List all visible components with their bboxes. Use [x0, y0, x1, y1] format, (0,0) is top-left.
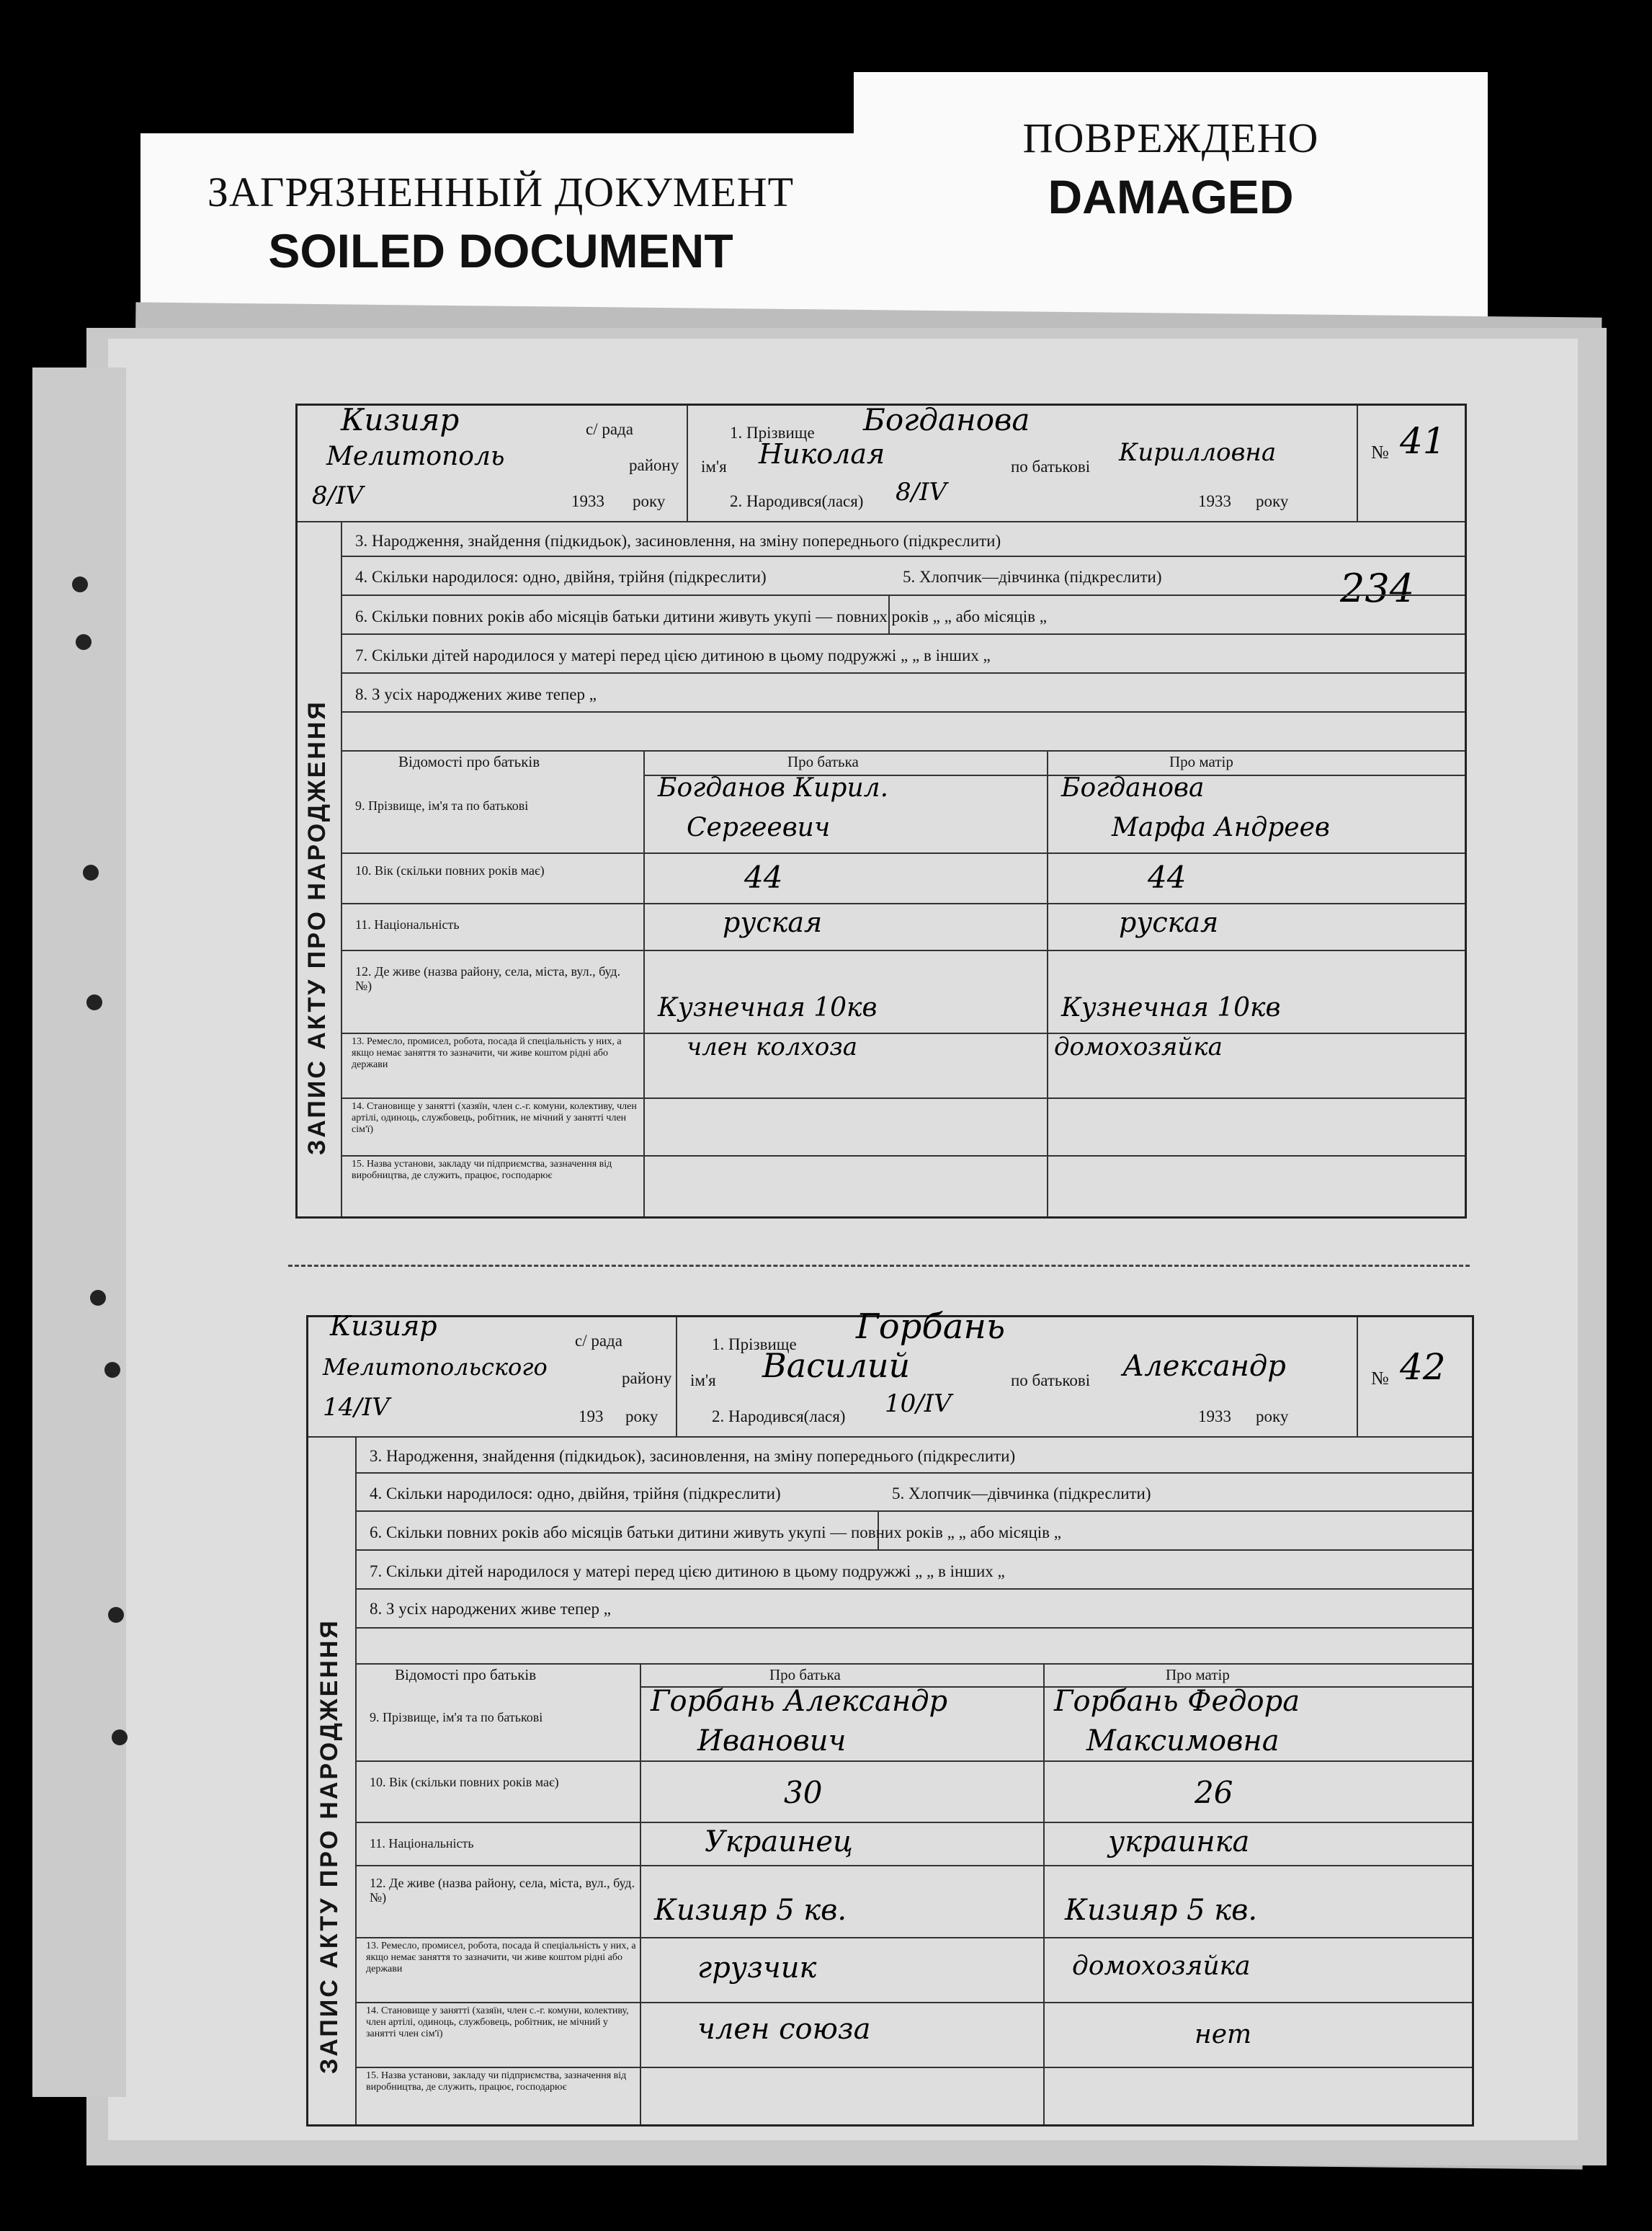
father-nationality: руская [723, 907, 823, 938]
q14-label: 14. Становище у занятті (хазяїн, член с.-г. комуни, колективу, член артілі, одиноць, службовець, робітник, не мічний у занятті член сім'ї) [352, 1101, 637, 1135]
soiled-label-en: SOILED DOCUMENT [268, 224, 733, 277]
damaged-label-en: DAMAGED [1048, 170, 1294, 223]
surname-label: 1. Прізвище [730, 424, 815, 442]
q10-label: 10. Вік (скільки повних років має) [370, 1775, 559, 1789]
binding-hole [90, 1290, 106, 1306]
mother-header: Про матір [1166, 1666, 1230, 1683]
patronymic-value: Кирилловна [1119, 438, 1277, 467]
district-value: Мелитопольского [323, 1353, 548, 1381]
father-name-line2: Сергеевич [687, 813, 831, 842]
father-occupation: член колхоза [687, 1033, 858, 1061]
q8-label: 8. З усіх народжених живе тепер „ [370, 1600, 611, 1618]
q15-label: 15. Назва установи, закладу чи підприємства, зазначення від виробництва, де служить, працює, господарює [366, 2070, 627, 2093]
binding-hole [83, 865, 99, 881]
birth-year-value: 1933 [1198, 492, 1231, 510]
surname-label: 1. Прізвище [712, 1335, 797, 1353]
record-number: 41 [1400, 420, 1446, 462]
registration-year-value: 1933 [571, 492, 604, 510]
q4-label: 4. Скільки народилося: одно, двійня, трійня (підкреслити) [370, 1484, 781, 1502]
mother-name-line2: Максимовна [1086, 1724, 1280, 1758]
village-value: Кизияр [341, 402, 460, 437]
patronymic-label: по батькові [1011, 1371, 1091, 1389]
father-address: Кизияр 5 кв. [654, 1894, 847, 1927]
name-value: Василий [762, 1346, 911, 1385]
record-number: 42 [1400, 1346, 1446, 1388]
father-nationality: Украинец [705, 1825, 853, 1858]
q6-label: 6. Скільки повних років або місяців батьки дитини живуть укупі — повних років „ „ або місяців „ [355, 607, 1047, 625]
birth-record-41 [295, 404, 1467, 1219]
rada-label: с/ рада [586, 420, 633, 438]
mother-age: 44 [1148, 860, 1187, 895]
father-age: 44 [744, 860, 783, 895]
father-occupation: грузчик [697, 1951, 817, 1985]
name-label: ім'я [701, 458, 727, 476]
father-header: Про батька [769, 1666, 841, 1683]
q7-label: 7. Скільки дітей народилося у матері перед цією дитиною в цьому подружжі „ „ в інших „ [355, 646, 991, 664]
q3-label: 3. Народження, знайдення (підкидьок), засиновлення, на зміну попереднього (підкреслити) [370, 1447, 1016, 1465]
mother-address: Кизияр 5 кв. [1065, 1894, 1258, 1927]
father-name-line1: Горбань Александр [651, 1685, 948, 1718]
roku-label: року [625, 1407, 658, 1425]
q7-label: 7. Скільки дітей народилося у матері перед цією дитиною в цьому подружжі „ „ в інших „ [370, 1562, 1005, 1580]
binding-hole [104, 1362, 120, 1378]
soiled-label-ru: ЗАГРЯЗНЕННЫЙ ДОКУМЕНТ [207, 169, 795, 215]
side-title: ЗАПИС АКТУ ПРО НАРОДЖЕННЯ [303, 700, 331, 1155]
mother-name-line2: Марфа Андреев [1112, 813, 1330, 842]
roku-label: року [633, 492, 666, 510]
number-sign: № [1371, 1368, 1389, 1389]
q13-label: 13. Ремесло, промисел, робота, посада й спеціальність у них, а якщо немає заняття то зазначити, чи живе коштом рідні або держави [366, 1941, 636, 1974]
rayonu-label: району [622, 1369, 672, 1387]
patronymic-label: по батькові [1011, 458, 1091, 476]
binding-hole [86, 994, 102, 1010]
rayonu-label: району [629, 456, 679, 474]
q4-label: 4. Скільки народилося: одно, двійня, трійня (підкреслити) [355, 568, 767, 586]
mother-address: Кузнечная 10кв [1061, 993, 1281, 1023]
q9-label: 9. Прізвище, ім'я та по батькові [355, 798, 529, 813]
mother-occupation: домохозяйка [1072, 1951, 1251, 1981]
father-position: член союза [697, 2013, 871, 2046]
father-name-line1: Богданов Кирил. [658, 773, 889, 803]
q9-label: 9. Прізвище, ім'я та по батькові [370, 1710, 543, 1724]
mother-nationality: украинка [1108, 1825, 1250, 1858]
binding-strip [32, 368, 126, 2097]
birth-date-value: 8/IV [896, 478, 947, 507]
mother-occupation: домохозяйка [1054, 1033, 1223, 1061]
q15-label: 15. Назва установи, закладу чи підприємства, зазначення від виробництва, де служить, працює, господарює [352, 1159, 612, 1181]
mother-header: Про матір [1169, 753, 1233, 770]
q14-label: 14. Становище у занятті (хазяїн, член с.-г. комуни, колективу, член артілі, одиноць, службовець, робітник, не мічний у занятті член сім'ї) [366, 2005, 629, 2039]
father-name-line2: Иванович [697, 1724, 847, 1758]
q6-label: 6. Скільки повних років або місяців батьки дитини живуть укупі — повних років „ „ або місяців „ [370, 1523, 1061, 1541]
parents-header: Відомості про батьків [398, 753, 540, 770]
cut-line [288, 1265, 1470, 1267]
side-title: ЗАПИС АКТУ ПРО НАРОДЖЕННЯ [316, 1618, 343, 2074]
registration-date-value: 8/IV [312, 481, 364, 510]
damaged-document-label [854, 72, 1488, 328]
mother-name-line1: Богданова [1061, 773, 1205, 803]
registration-year-value: 193 [579, 1407, 604, 1425]
rada-label: с/ рада [575, 1332, 622, 1350]
father-header: Про батька [787, 753, 859, 770]
q12-label: 12. Де живе (назва району, села, міста, вул., буд. №) [355, 964, 621, 993]
birth-year-value: 1933 [1198, 1407, 1231, 1425]
damaged-label-ru: ПОВРЕЖДЕНО [1022, 115, 1319, 161]
margin-number: 234 [1340, 566, 1415, 611]
mother-position: нет [1195, 2020, 1252, 2049]
village-value: Кизияр [330, 1310, 437, 1342]
born-label: 2. Народився(лася) [730, 492, 864, 510]
surname-value: Горбань [856, 1306, 1006, 1347]
q10-label: 10. Вік (скільки повних років має) [355, 863, 545, 878]
birth-record-42 [306, 1306, 1474, 2127]
registration-date-value: 14/IV [323, 1393, 390, 1422]
q5-label: 5. Хлопчик—дівчинка (підкреслити) [892, 1484, 1151, 1502]
number-sign: № [1371, 442, 1389, 463]
binding-hole [108, 1607, 124, 1623]
binding-hole [72, 576, 88, 592]
father-age: 30 [784, 1775, 823, 1810]
district-value: Мелитополь [326, 442, 505, 471]
binding-hole [112, 1729, 128, 1745]
birth-roku-label: року [1256, 492, 1289, 510]
mother-name-line1: Горбань Федора [1054, 1685, 1300, 1718]
mother-age: 26 [1195, 1775, 1233, 1810]
patronymic-value: Александр [1122, 1350, 1286, 1383]
birth-date-value: 10/IV [885, 1389, 952, 1418]
name-label: ім'я [690, 1371, 716, 1389]
birth-roku-label: року [1256, 1407, 1289, 1425]
q13-label: 13. Ремесло, промисел, робота, посада й спеціальність у них, а якщо немає заняття то зазначити, чи живе коштом рідні або держави [352, 1036, 622, 1070]
binding-hole [76, 634, 91, 650]
name-value: Николая [759, 438, 885, 470]
q3-label: 3. Народження, знайдення (підкидьок), засиновлення, на зміну попереднього (підкреслити) [355, 532, 1001, 550]
q12-label: 12. Де живе (назва району, села, міста, вул., буд. №) [370, 1876, 635, 1905]
parents-header: Відомості про батьків [395, 1666, 537, 1683]
q5-label: 5. Хлопчик—дівчинка (підкреслити) [903, 568, 1162, 586]
mother-nationality: руская [1119, 907, 1219, 938]
q8-label: 8. З усіх народжених живе тепер „ [355, 685, 597, 703]
q11-label: 11. Національність [370, 1836, 474, 1851]
surname-value: Богданова [863, 402, 1030, 437]
q11-label: 11. Національність [355, 917, 460, 932]
born-label: 2. Народився(лася) [712, 1407, 846, 1425]
father-address: Кузнечная 10кв [658, 993, 878, 1023]
